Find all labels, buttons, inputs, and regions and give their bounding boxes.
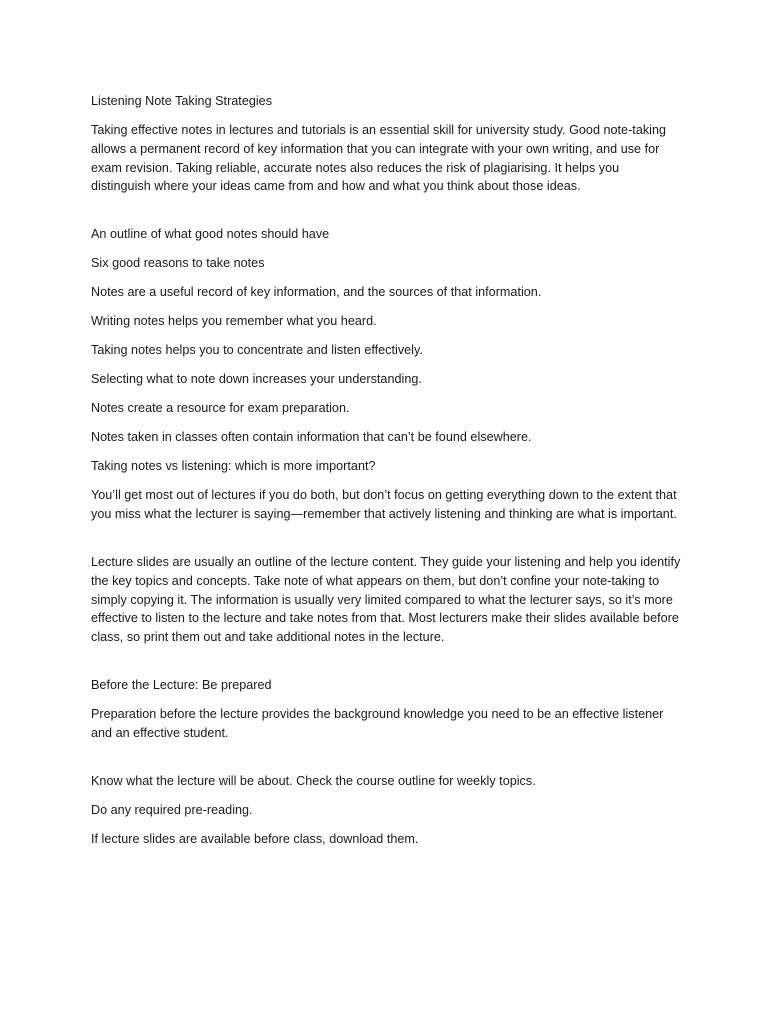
reason-item: Notes create a resource for exam preparation. — [91, 401, 350, 416]
before-heading: Before the Lecture: Be prepared — [91, 678, 272, 693]
before-item: Know what the lecture will be about. Check the course outline for weekly topics. — [91, 773, 536, 788]
vs-heading: Taking notes vs listening: which is more important? — [91, 459, 376, 474]
reason-item: Notes taken in classes often contain information that can’t be found elsewhere. — [91, 430, 532, 445]
document-title: Listening Note Taking Strategies — [91, 94, 273, 108]
reason-item: Writing notes helps you remember what you heard. — [91, 314, 377, 329]
before-paragraph: Preparation before the lecture provides the background knowledge you need to be an effective listener and an effective student. — [91, 707, 664, 740]
spacer — [91, 206, 681, 225]
outline-heading: An outline of what good notes should have — [91, 227, 330, 242]
reason-item: Taking notes helps you to concentrate and listen effectively. — [91, 343, 423, 358]
slides-paragraph: Lecture slides are usually an outline of the lecture content. They guide your listening and help you identify the key topics and concepts. Take note of what appears on them, but don’t confine your note-taking to simply copying it. The information is usually very limited compared to what the lecturer says, so it’s more effective to listen to the lecture and take notes from that. Most lecturers make their slides available before class, so print them out and take additional notes in the lecture. — [91, 555, 681, 645]
reasons-heading: Six good reasons to take notes — [91, 256, 265, 271]
before-item: Do any required pre-reading. — [91, 802, 253, 817]
document-page — [91, 92, 681, 859]
before-item: If lecture slides are available before class, download them. — [91, 831, 419, 846]
reason-item: Notes are a useful record of key information, and the sources of that information. — [91, 285, 542, 300]
spacer — [91, 753, 681, 772]
spacer — [91, 657, 681, 676]
intro-paragraph: Taking effective notes in lectures and tutorials is an essential skill for university study. Good note-taking allows a permanent record of key information that you can integrate with your own writing, and use for exam revision. Taking reliable, accurate notes also reduces the risk of plagiarising. It helps you distinguish where your ideas came from and how and what you think about those ideas. — [91, 122, 667, 194]
reason-item: Selecting what to note down increases your understanding. — [91, 372, 422, 387]
spacer — [91, 534, 681, 553]
vs-paragraph: You’ll get most out of lectures if you do both, but don’t focus on getting everything down to the extent that you miss what the lecturer is saying—remember that actively listening and thinking are what is important. — [91, 488, 677, 522]
